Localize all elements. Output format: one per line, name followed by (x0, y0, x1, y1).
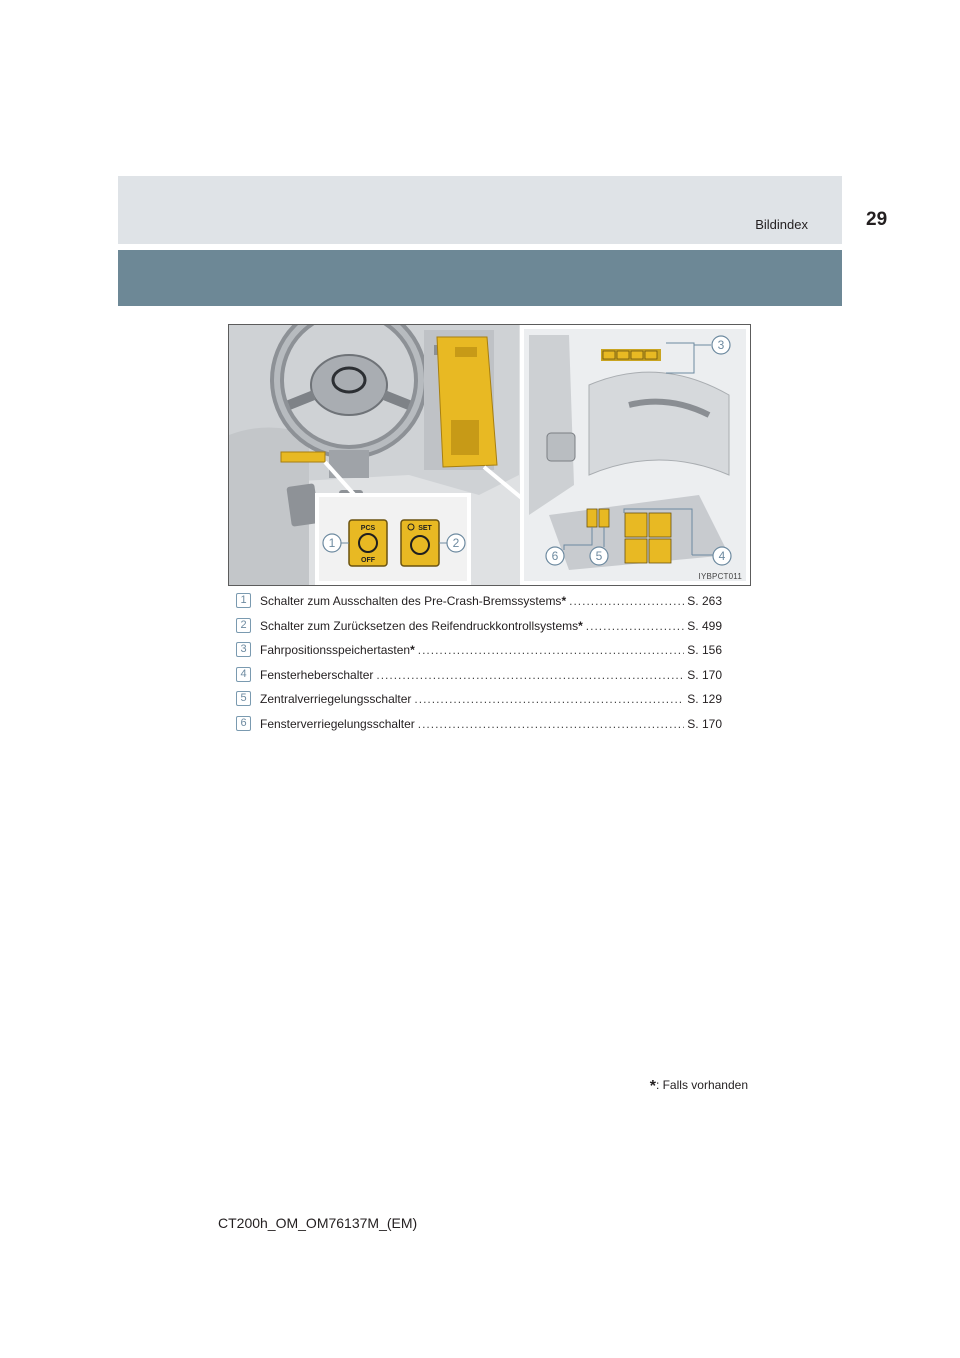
leader-dots (418, 717, 685, 731)
list-item[interactable] (236, 664, 722, 689)
item-number-badge: 2 (236, 618, 251, 633)
footnote (600, 1078, 748, 1096)
memory-button-2 (631, 351, 643, 359)
item-label: Zentralverriegelungsschalter (260, 692, 412, 706)
pcs-label-top: PCS (360, 525, 376, 532)
item-number-badge: 6 (236, 716, 251, 731)
header-title: Bildindex (755, 217, 808, 232)
illustration-svg (229, 325, 750, 585)
item-number-badge: 1 (236, 593, 251, 608)
lock-switch-small (587, 509, 597, 527)
header-band (118, 176, 888, 244)
dash-edge (529, 335, 574, 515)
list-item[interactable]: 3 Fahrpositionsspeichertasten * ..... S. 156 (236, 639, 722, 664)
list-item[interactable] (236, 688, 722, 713)
section-band (118, 250, 842, 306)
item-number-badge: 3 (236, 642, 251, 657)
leader-dots (418, 643, 685, 657)
footnote-star: * (649, 1078, 656, 1095)
door-handle-area (589, 372, 729, 475)
document-code: CT200h_OM_OM76137M_(EM) (218, 1215, 418, 1231)
item-label: Schalter zum Zurücksetzen des Reifendruckkontrollsystems (260, 618, 579, 633)
memory-buttons-small (455, 347, 477, 357)
list-item[interactable]: 1 Schalter zum Ausschalten des Pre-Crash-Bremssystems * ..... S. 263 (236, 590, 722, 615)
memory-button-1 (617, 351, 629, 359)
pcs-switch-location (281, 452, 325, 462)
interior-illustration (228, 324, 751, 586)
window-lock-switch-small (599, 509, 609, 527)
window-switch-d (649, 539, 671, 563)
window-switch-b (649, 513, 671, 537)
callout-2-text: 2 (452, 536, 460, 550)
pedal-left (286, 483, 319, 527)
steering-hub (311, 355, 387, 415)
set-label: SET (418, 525, 432, 532)
leader-dots (376, 668, 684, 682)
callout-3-text: 3 (717, 338, 725, 352)
leader-dots (569, 594, 684, 608)
page-reference-link[interactable]: S. 499 (687, 618, 722, 633)
window-switch-a (625, 513, 647, 537)
memory-button-set (603, 351, 615, 359)
mirror-switch (547, 433, 575, 461)
page-reference-link[interactable]: S. 156 (687, 643, 722, 657)
callout-6-text: 6 (551, 549, 559, 563)
page-reference-link[interactable]: S. 263 (687, 594, 722, 608)
item-label: Fensterverriegelungsschalter (260, 716, 415, 731)
page-number: 29 (866, 209, 888, 230)
page-reference-link[interactable]: S. 170 (687, 667, 722, 682)
pcs-button-circle (359, 534, 377, 552)
callout-1-text: 1 (328, 536, 336, 550)
set-button-circle (411, 536, 429, 554)
window-switch-c (625, 539, 647, 563)
memory-button-3 (645, 351, 657, 359)
leader-dots (414, 692, 684, 706)
footnote-text: : Falls vorhanden (655, 1078, 748, 1092)
figure-code: IYBPCT011 (698, 572, 742, 581)
item-label: Fahrpositionsspeichertasten (260, 643, 411, 657)
item-number-badge: 5 (236, 691, 251, 706)
callout-4-text: 4 (718, 549, 726, 563)
callout-5-text: 5 (595, 549, 603, 563)
item-number-badge: 4 (236, 667, 251, 682)
page-reference-link[interactable]: S. 129 (687, 692, 722, 706)
list-item[interactable] (236, 713, 722, 738)
pcs-label-bottom: OFF (361, 557, 375, 564)
leader-dots (586, 619, 685, 633)
page-reference-link[interactable]: S. 170 (687, 716, 722, 731)
list-item[interactable]: 2 Schalter zum Zurücksetzen des Reifendruckkontrollsystems * ..... S. 499 (236, 615, 722, 640)
window-switches-small (451, 420, 479, 455)
item-list (236, 590, 722, 737)
item-label: Schalter zum Ausschalten des Pre-Crash-Bremssystems (260, 594, 562, 608)
item-label: Fensterheberschalter (260, 667, 374, 682)
